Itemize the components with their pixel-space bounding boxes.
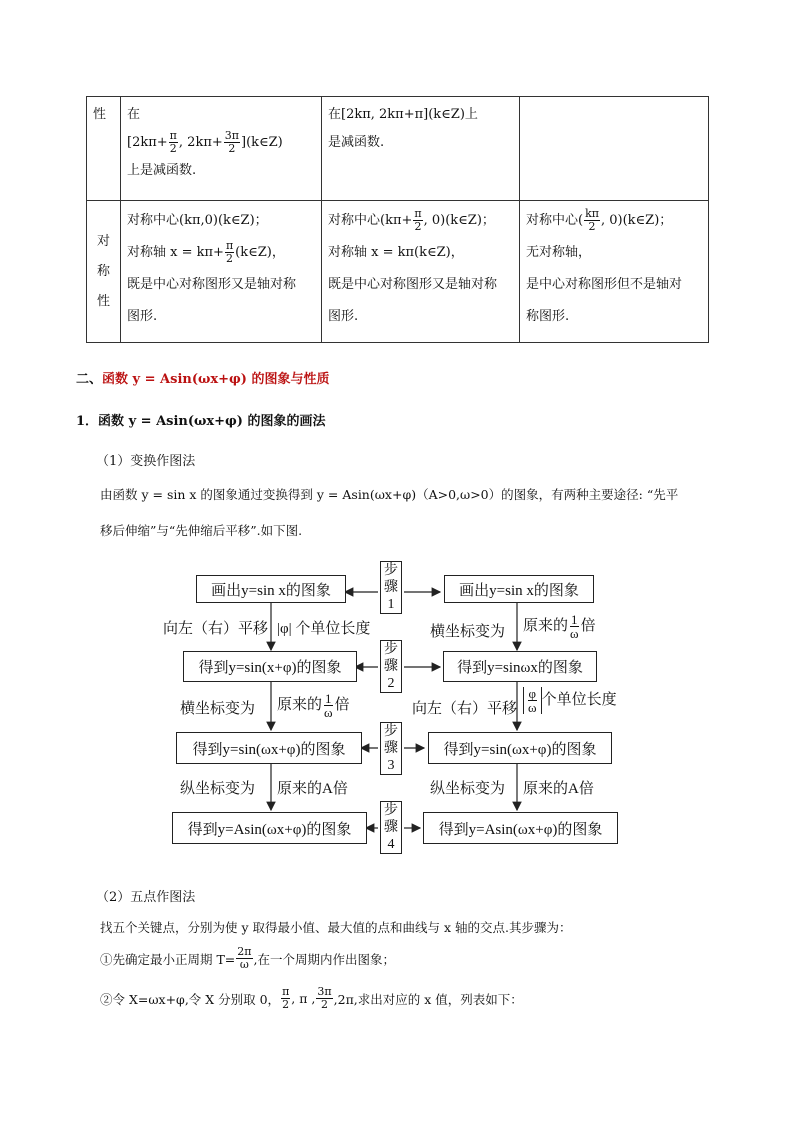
section-heading: 二、函数 y = Asin(ωx+φ) 的图象与性质: [76, 372, 330, 387]
subsection-title: 1．函数 y = Asin(ωx+φ) 的图象的画法: [76, 414, 326, 429]
arrow-label: 向左（右）平移: [412, 701, 518, 717]
table-cell: 在 [2kπ+ $\frac{\pi}{2}$ , 2kπ+ $\frac{3\pi}{2}$ ](k∈Z) 上是减函数.: [121, 97, 322, 201]
arrow-label: 原来的 $\frac{1}{\omega}$ 倍: [523, 612, 596, 641]
step-box: 步 骤 4: [380, 801, 402, 854]
table-cell: 对称中心(kπ,0)(k∈Z)； 对称轴 x = kπ+ $\frac{\pi}{2}$ (k∈Z)， 既是中心对称图形又是轴对称 图形.: [121, 201, 322, 343]
method-heading: （1）变换作图法: [96, 454, 196, 469]
flow-box: 得到y=Asin(ωx+φ)的图象: [172, 812, 367, 844]
step-box: 步 骤 2: [380, 640, 402, 693]
step-box: 步 骤 3: [380, 722, 402, 775]
method-heading: （2）五点作图法: [96, 890, 196, 905]
paragraph-line: ②令 X=ωx+φ,令 X 分别取 0， $\frac{\pi}{2}$ , π , $\frac{3\pi}{2}$ ,2π,求出对应的 x 值，列表如下：: [100, 985, 523, 1011]
arrow-label: $\frac{\varphi}{\omega}$ 个单位长度: [523, 687, 617, 714]
flow-box: 得到y=Asin(ωx+φ)的图象: [423, 812, 618, 844]
arrow-label: 横坐标变为: [430, 624, 506, 640]
flow-box: 画出y=sin x的图象: [444, 575, 594, 603]
arrow-label: 纵坐标变为: [180, 781, 256, 797]
flow-box: 画出y=sin x的图象: [196, 575, 346, 603]
arrow-label: 纵坐标变为: [430, 781, 506, 797]
paragraph-line: ①先确定最小正周期 T= $\frac{2\pi}{\omega}$ ,在一个周期内作出图象；: [100, 945, 396, 971]
flow-box: 得到y=sin(x+φ)的图象: [183, 651, 357, 682]
step-box: 步 骤 1: [380, 561, 402, 614]
flow-box: 得到y=sin(ωx+φ)的图象: [428, 732, 612, 764]
paragraph-line: 由函数 y = sin x 的图象通过变换得到 y = Asin(ωx+φ)（A>0,ω>0）的图象，有两种主要途径: “先平: [100, 487, 679, 502]
row-label: 对 称 性: [87, 201, 121, 343]
arrow-label: 向左（右）平移: [163, 621, 269, 637]
arrow-label: 原来的A倍: [277, 781, 348, 797]
paragraph-line: 移后伸缩”与“先伸缩后平移”.如下图.: [100, 523, 303, 538]
table-cell: 对称中心( $\frac{k\pi}{2}$ , 0)(k∈Z)； 无对称轴， 是中心对称图形但不是轴对 称图形.: [520, 201, 709, 343]
arrow-label: |φ| 个单位长度: [277, 621, 371, 637]
flow-box: 得到y=sin(ωx+φ)的图象: [176, 732, 362, 764]
arrow-label: 原来的 $\frac{1}{\omega}$ 倍: [277, 691, 350, 720]
table-cell: 在[2kπ, 2kπ+π](k∈Z)上 是减函数.: [322, 97, 520, 201]
row-label: 性: [87, 97, 121, 201]
table-cell: 对称中心(kπ+ $\frac{\pi}{2}$ , 0)(k∈Z)； 对称轴 x = kπ(k∈Z)， 既是中心对称图形又是轴对称 图形.: [322, 201, 520, 343]
paragraph-line: 找五个关键点，分别为使 y 取得最小值、最大值的点和曲线与 x 轴的交点.其步骤为：: [100, 920, 572, 935]
flow-box: 得到y=sinωx的图象: [443, 651, 597, 682]
arrow-label: 横坐标变为: [180, 701, 256, 717]
arrow-label: 原来的A倍: [523, 781, 594, 797]
